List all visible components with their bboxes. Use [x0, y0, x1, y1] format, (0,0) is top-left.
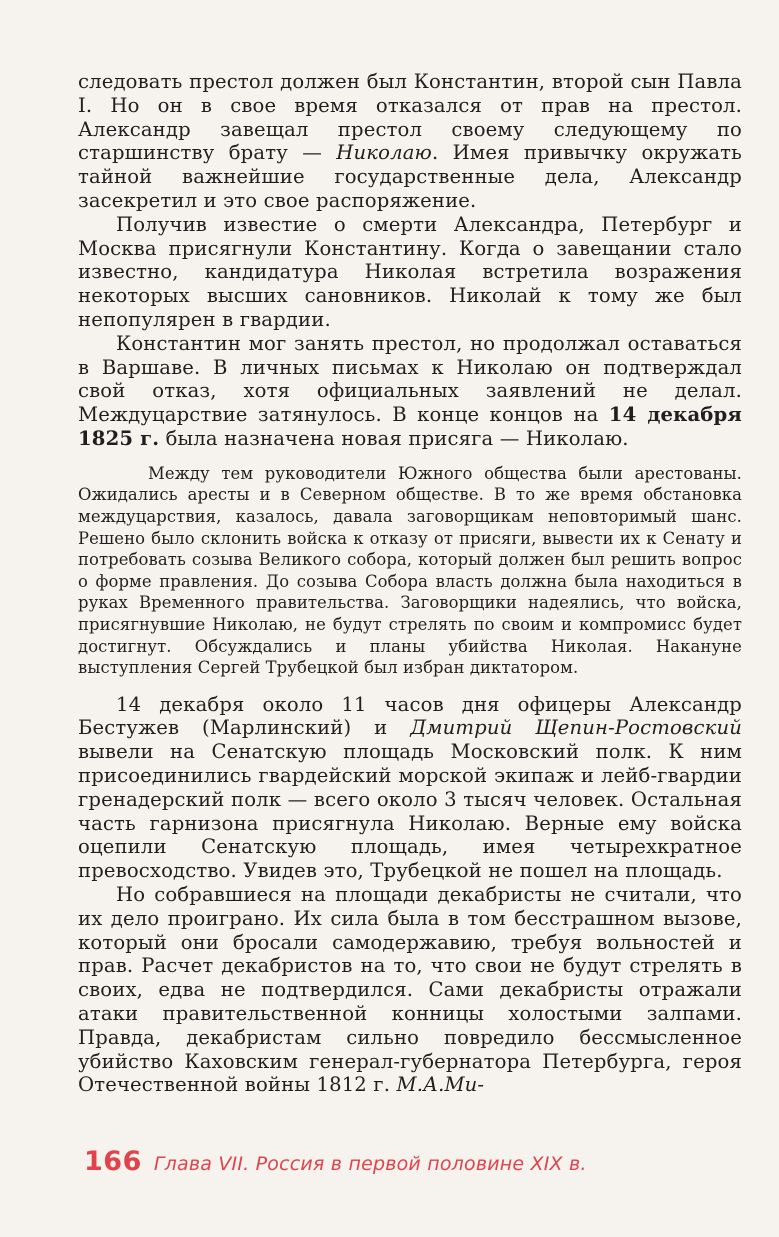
page-footer [84, 1146, 587, 1177]
page-body [78, 70, 742, 1097]
text: следовать престол должен был Константин, второй сын Павла I. Но он в свое время отказался от прав на престол. Александр завещал престол своему следующему по старшинству брату — [78, 70, 742, 165]
bold-date: 14 декабря 1825 г. [78, 403, 742, 450]
paragraph-3 [78, 332, 742, 451]
italic-name: М.А.Ми- [396, 1073, 485, 1097]
text: вывели на Сенатскую площадь Московский полк. К ним присоединились гвардейский морской экипаж и лейб-гвардии гренадерский полк — всего около 3 тысяч человек. Остальная часть гарнизона присягнула Николаю. Верные ему войска оцепили Сенатскую площадь, имея четырехкратное превосходство. Увидев это, Трубецкой не пошел на площадь. [78, 740, 742, 883]
text: . Имея привычку окружать тайной важнейшие государственные дела, Александр засекретил и это свое распоряжение. [78, 141, 742, 212]
paragraph-1 [78, 70, 742, 213]
chapter-title: Глава VII. Россия в первой половине XIX в. [153, 1153, 587, 1175]
italic-name: Николаю [336, 141, 432, 165]
paragraph-5 [78, 693, 742, 883]
text: Константин мог занять престол, но продолжал оставаться в Варшаве. В личных письмах к Николаю он подтверждал свой отказ, хотя официальных заявлений не делал. Междуцарствие затянулось. В конце концов на [78, 331, 742, 427]
text: 14 декабря около 11 часов дня офицеры Александр Бестужев (Марлинский) и [78, 692, 742, 740]
paragraph-6 [78, 883, 742, 1097]
page-number: 166 [84, 1146, 142, 1177]
paragraph-2: Получив известие о смерти Александра, Петербург и Москва присягнули Константину. Когда о завещании стало известно, кандидатура Николая встретила возражения некоторых высших сановников. Николай к тому же был непопулярен в гвардии. [78, 212, 742, 331]
italic-name: Дмитрий Щепин-Ростовский [410, 716, 742, 740]
text: Но собравшиеся на площади декабристы не считали, что их дело проиграно. Их сила была в том бесстрашном вызове, который они бросали самодержавию, требуя вольностей и прав. Расчет декабристов на то, что свои не будут стрелять в своих, едва не подтвердился. Сами декабристы отражали атаки правительственной конницы холостыми залпами. Правда, декабристам сильно повредило бессмысленное убийство Каховским генерал-губернатора Петербурга, героя Отечественной войны 1812 г. [78, 883, 742, 1097]
text: была назначена новая присяга — Николаю. [159, 426, 629, 450]
paragraph-4-small-print: Между тем руководители Южного общества были арестованы. Ожидались аресты и в Северном обществе. В то же время обстановка междуцарствия, казалось, давала заговорщикам неповторимый шанс. Решено было склонить войска к отказу от присяги, вывести их к Сенату и потребовать созыва Великого собора, который должен был решить вопрос о форме правления. До созыва Собора власть должна была находиться в руках Временного правительства. Заговорщики надеялись, что войска, присягнувшие Николаю, не будут стрелять по своим и компромисс будет достигнут. Обсуждались и планы убийства Николая. Накануне выступления Сергей Трубецкой был избран диктатором. [78, 463, 742, 678]
